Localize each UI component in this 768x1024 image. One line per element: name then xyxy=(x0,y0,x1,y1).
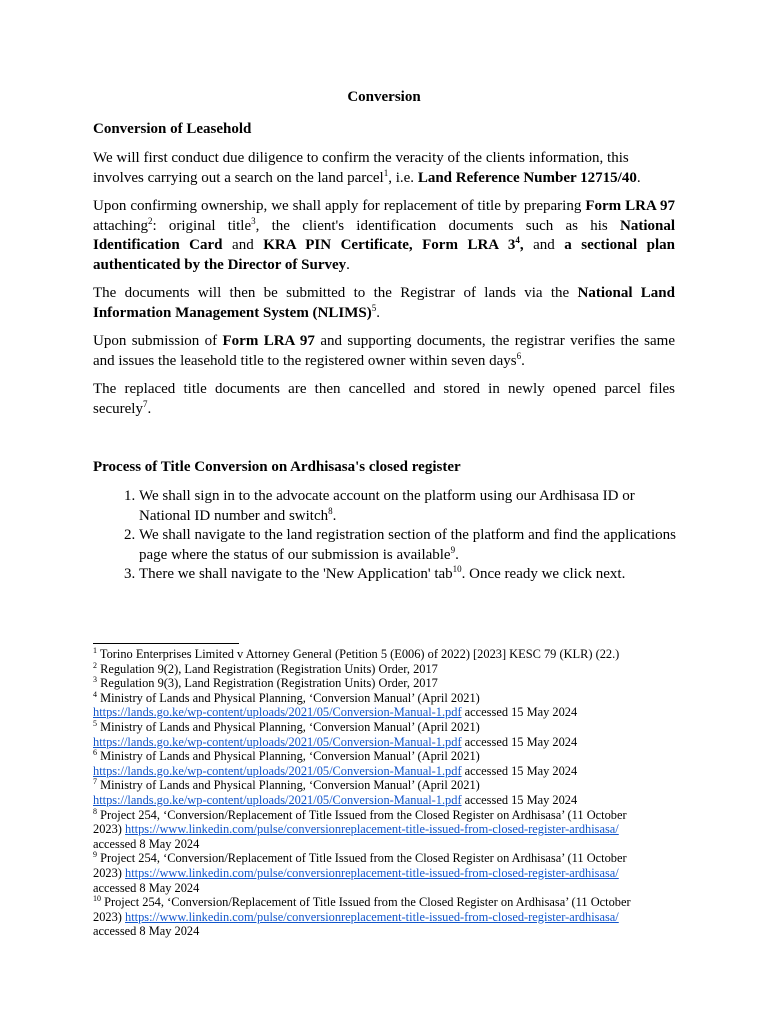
text: We shall sign in to the advocate account on the platform using our Ardhisasa ID or National ID number and switch xyxy=(139,488,635,524)
footnote-text: Regulation 9(3), Land Registration (Registration Units) Order, 2017 xyxy=(97,676,438,691)
paragraph-due-diligence xyxy=(93,149,675,188)
footnote-link[interactable]: https://lands.go.ke/wp-content/uploads/2021/05/Conversion-Manual-1.pdf xyxy=(93,792,462,807)
footnote-number: 5 xyxy=(93,718,97,728)
text: Upon confirming ownership, we shall apply for replacement of title by preparing xyxy=(93,198,586,214)
footnote-text: Project 254, ‘Conversion/Replacement of Title Issued from the Closed Register on Ardhisasa’ (11 October xyxy=(97,851,627,866)
footnote-number: 9 xyxy=(93,850,97,860)
text: The replaced title documents are then cancelled and stored in newly opened parcel files securely xyxy=(93,381,675,417)
paragraph-registrar-verifies xyxy=(93,332,675,371)
text: We will first conduct due diligence to confirm the veracity of the clients information, this involves carrying out a search on the land parcel xyxy=(93,150,629,186)
footnote-ref[interactable]: 1 xyxy=(383,167,389,178)
footnote-9 xyxy=(93,851,693,866)
footnotes xyxy=(93,647,693,939)
footnote-number: 10 xyxy=(93,893,101,903)
footnote-number: 4 xyxy=(93,689,97,699)
footnote-number: 7 xyxy=(93,777,97,787)
footnote-number: 3 xyxy=(93,675,97,685)
text: , i.e. xyxy=(388,169,418,186)
footnote-ref[interactable]: 4 xyxy=(515,235,520,245)
footnote-10 xyxy=(93,895,693,910)
section-heading: Process of Title Conversion on Ardhisasa's closed register xyxy=(93,459,461,475)
footnote-text: accessed 15 May 2024 xyxy=(461,705,578,720)
footnote-link[interactable]: https://lands.go.ke/wp-content/uploads/2021/05/Conversion-Manual-1.pdf xyxy=(93,705,462,720)
footnote-6 xyxy=(93,749,693,764)
footnote-5-link-line xyxy=(93,735,693,750)
footnote-4 xyxy=(93,691,693,706)
text: , the client's identification documents such as his xyxy=(255,217,620,234)
bold-text: National Land Information Management System (NLIMS) xyxy=(93,285,675,321)
footnote-ref[interactable]: 8 xyxy=(328,505,333,516)
paragraph-submission-registrar xyxy=(93,284,675,323)
footnote-number: 6 xyxy=(93,748,97,758)
text: We shall navigate to the land registration section of the platform and find the applications page where the status of our submission is available xyxy=(139,527,676,563)
footnote-text: 2023) xyxy=(93,822,126,837)
list-item xyxy=(139,565,678,585)
footnote-text: accessed 15 May 2024 xyxy=(461,792,578,807)
text: . xyxy=(346,256,350,273)
text: There we shall navigate to the 'New Application' tab xyxy=(139,566,453,582)
footnote-7 xyxy=(93,778,693,793)
text: The documents will then be submitted to the Registrar of lands via the xyxy=(93,285,578,301)
text: Upon submission of xyxy=(93,333,223,349)
footnote-number: 8 xyxy=(93,806,97,816)
footnote-text: Project 254, ‘Conversion/Replacement of Title Issued from the Closed Register on Ardhisasa’ (11 October xyxy=(97,807,627,822)
section-conversion-of-leasehold xyxy=(93,120,675,138)
footnote-8 xyxy=(93,808,693,823)
footnote-text: Ministry of Lands and Physical Planning, ‘Conversion Manual’ (April 2021) xyxy=(97,719,480,734)
text: . xyxy=(636,169,641,186)
text: . xyxy=(147,400,152,417)
footnote-6-link-line xyxy=(93,764,693,779)
footnote-text: Project 254, ‘Conversion/Replacement of Title Issued from the Closed Register on Ardhisasa’ (11 October xyxy=(101,895,631,910)
footnote-link[interactable]: https://www.linkedin.com/pulse/conversionreplacement-title-issued-from-closed-register-ardhisasa/ xyxy=(125,822,619,837)
footnote-ref[interactable]: 7 xyxy=(142,398,148,409)
text: and xyxy=(222,237,264,253)
footnote-ref[interactable]: 9 xyxy=(450,544,456,555)
footnote-ref[interactable]: 5 xyxy=(371,302,377,313)
footnote-text: Regulation 9(2), Land Registration (Registration Units) Order, 2017 xyxy=(97,661,438,676)
footnote-link[interactable]: https://lands.go.ke/wp-content/uploads/2021/05/Conversion-Manual-1.pdf xyxy=(93,734,462,749)
section-ardhisasa-process xyxy=(93,458,675,476)
text: attaching xyxy=(93,217,148,234)
text: and supporting documents, the registrar verifies the same and issues the leasehold title to the registered owner within seven days xyxy=(93,333,675,369)
footnote-7-link-line xyxy=(93,793,693,808)
footnote-4-link-line xyxy=(93,705,693,720)
text: . xyxy=(455,546,459,563)
bold-text: Form LRA 97 xyxy=(585,198,675,214)
list-item xyxy=(139,487,678,526)
process-steps-list xyxy=(93,487,678,585)
bold-text: a sectional plan authenticated by the Director of Survey xyxy=(93,237,675,273)
text: . xyxy=(332,507,337,524)
footnote-number: 2 xyxy=(93,660,97,670)
footnote-9-link-line xyxy=(93,866,693,881)
bold-text: KRA PIN Certificate, Form LRA 3 xyxy=(263,237,516,253)
bold-text: National Identification Card xyxy=(93,217,676,253)
footnote-text: 2023) xyxy=(93,865,126,880)
footnote-text: Ministry of Lands and Physical Planning, ‘Conversion Manual’ (April 2021) xyxy=(97,778,480,793)
footnote-separator xyxy=(93,643,239,644)
page-title: Conversion xyxy=(347,89,421,105)
footnote-link[interactable]: https://www.linkedin.com/pulse/conversionreplacement-title-issued-from-closed-register-ardhisasa/ xyxy=(125,865,619,880)
footnote-text: accessed 15 May 2024 xyxy=(461,734,578,749)
footnote-text: accessed 15 May 2024 xyxy=(461,763,578,778)
footnote-ref[interactable]: 6 xyxy=(516,350,522,361)
paragraph-apply-replacement xyxy=(93,197,675,275)
footnote-3 xyxy=(93,676,693,691)
footnote-link[interactable]: https://lands.go.ke/wp-content/uploads/2021/05/Conversion-Manual-1.pdf xyxy=(93,763,462,778)
footnote-text: Ministry of Lands and Physical Planning, ‘Conversion Manual’ (April 2021) xyxy=(97,690,480,705)
footnote-text: 2023) xyxy=(93,909,126,924)
footnote-8-link-line xyxy=(93,822,693,837)
footnote-10-accessed: accessed 8 May 2024 xyxy=(93,924,200,939)
section-heading: Conversion of Leasehold xyxy=(93,121,252,137)
bold-text: Form LRA 97 xyxy=(222,333,315,349)
footnote-ref[interactable]: 2 xyxy=(147,215,153,226)
paragraph-replaced-documents xyxy=(93,380,675,419)
footnote-ref[interactable]: 3 xyxy=(251,215,256,226)
footnote-text: Ministry of Lands and Physical Planning, ‘Conversion Manual’ (April 2021) xyxy=(97,749,480,764)
footnote-8-accessed: accessed 8 May 2024 xyxy=(93,836,200,851)
footnote-ref[interactable]: 10 xyxy=(452,564,462,574)
footnote-2 xyxy=(93,662,693,677)
text: and xyxy=(523,237,565,253)
footnote-1 xyxy=(93,647,693,662)
footnote-text: Torino Enterprises Limited v Attorney General (Petition 5 (E006) of 2022) [2023] KESC 79 (KLR) (22.) xyxy=(97,647,620,661)
footnote-5 xyxy=(93,720,693,735)
text: . xyxy=(521,352,525,369)
footnote-number: 1 xyxy=(93,645,97,655)
bold-text: , xyxy=(519,237,524,253)
text: . xyxy=(376,304,380,321)
text: : original title xyxy=(152,217,252,234)
text: . Once ready we click next. xyxy=(461,566,626,582)
footnote-10-link-line xyxy=(93,910,693,925)
footnote-9-accessed: accessed 8 May 2024 xyxy=(93,880,200,895)
footnote-link[interactable]: https://www.linkedin.com/pulse/conversionreplacement-title-issued-from-closed-register-ardhisasa/ xyxy=(125,909,619,924)
bold-text: Land Reference Number 12715/40 xyxy=(417,169,637,186)
list-item xyxy=(139,526,678,565)
